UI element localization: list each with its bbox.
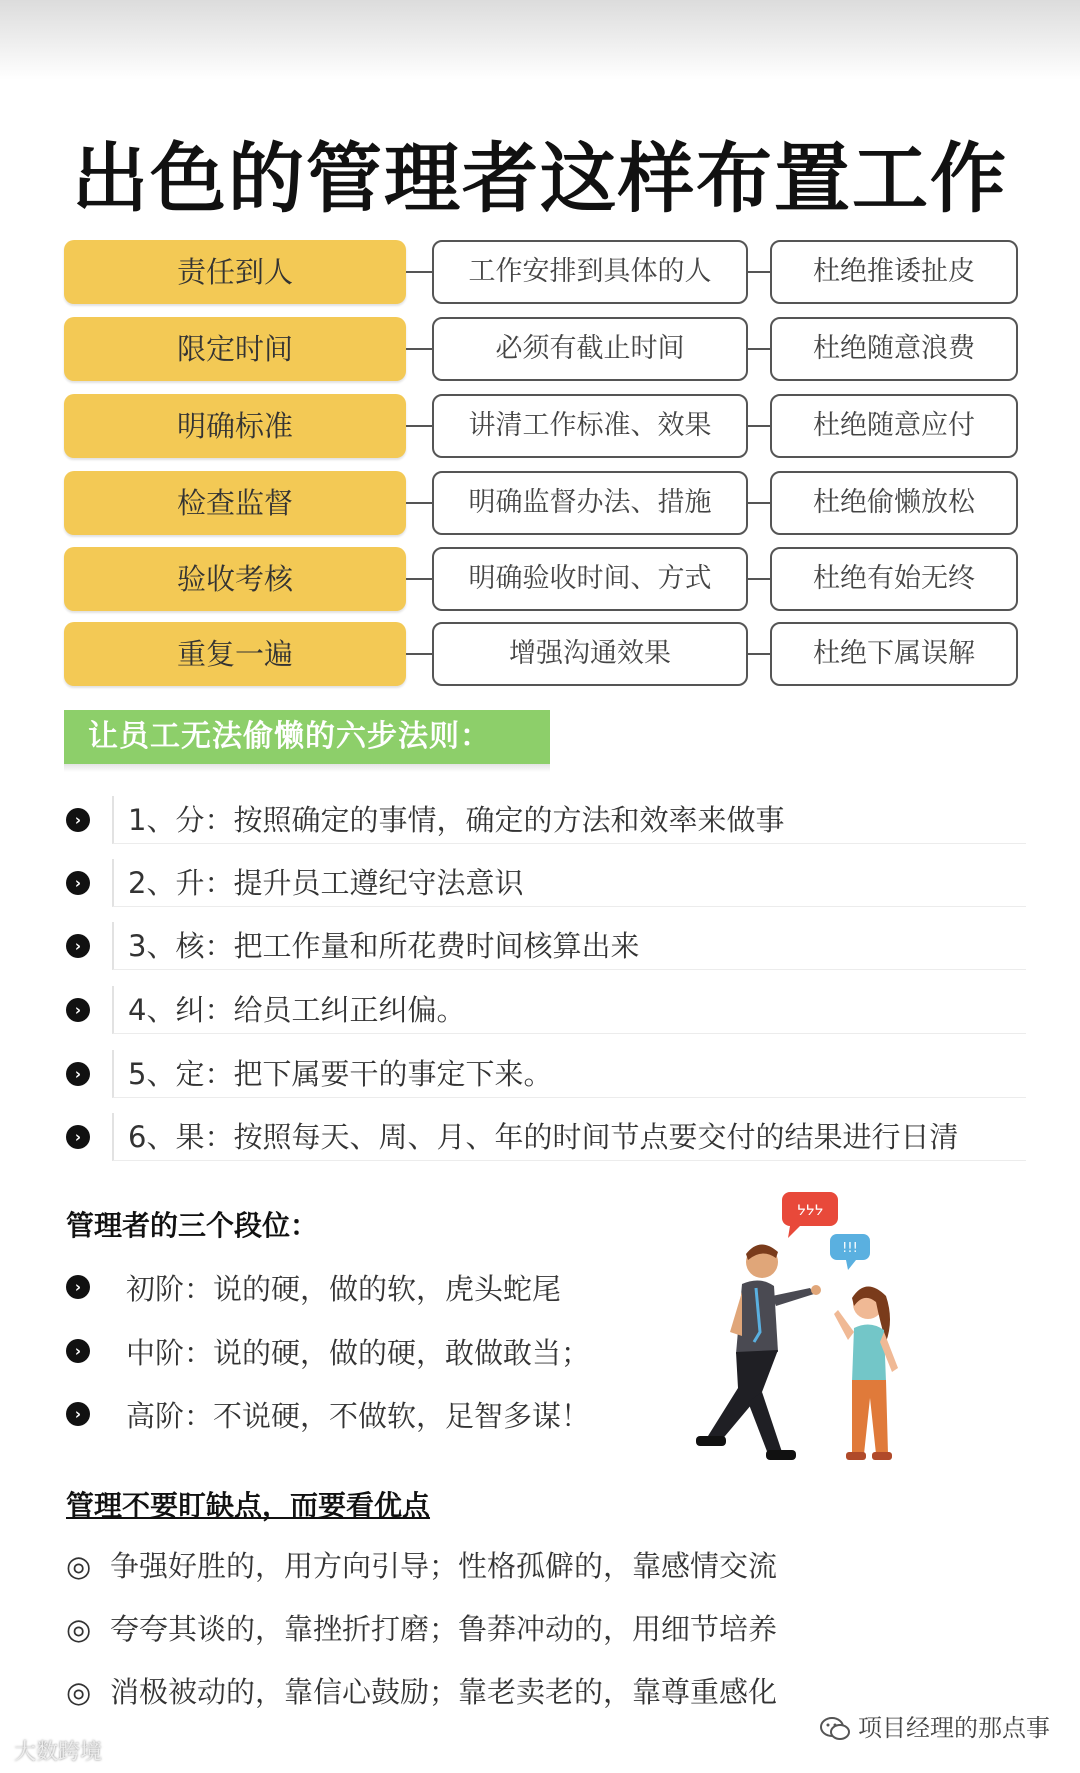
step-text: 1、分：按照确定的事情，确定的方法和效率来做事 [112,796,1026,844]
step-item [0,859,1080,909]
connector [746,348,770,350]
chevron-right-icon: › [66,871,90,895]
chevron-right-icon: › [66,1125,90,1149]
chevron-right-icon: › [66,1402,90,1426]
circle-marker-icon: ◎ [66,1549,92,1583]
strength-text: 夸夸其谈的，靠挫折打磨；鲁莽冲动的，用细节培养 [110,1612,778,1646]
principle-key: 责任到人 [64,240,406,304]
circle-marker-icon: ◎ [66,1612,92,1646]
watermark-left [14,1735,102,1766]
principle-action: 明确验收时间、方式 [432,547,748,611]
connector [746,502,770,504]
level-item [0,1327,640,1377]
connector [406,578,432,580]
principle-action: 工作安排到具体的人 [432,240,748,304]
connector [406,271,432,273]
principle-result: 杜绝偷懒放松 [770,471,1018,535]
principle-result: 杜绝下属误解 [770,622,1018,686]
step-item [0,1050,1080,1100]
step-item [0,922,1080,972]
chevron-right-icon: › [66,1339,90,1363]
principle-result: 杜绝随意应付 [770,394,1018,458]
principle-key: 限定时间 [64,317,406,381]
principle-result: 杜绝随意浪费 [770,317,1018,381]
step-text: 3、核：把工作量和所花费时间核算出来 [112,922,1026,970]
chevron-right-icon: › [66,934,90,958]
principle-row [0,471,1080,535]
woman-shirt [852,1324,886,1382]
strengths-heading: 管理不要盯缺点，而要看优点 [66,1489,431,1522]
principle-row [0,622,1080,686]
principle-result: 杜绝推诿扯皮 [770,240,1018,304]
levels-heading: 管理者的三个段位： [66,1209,319,1242]
level-text: 中阶：说的硬，做的硬，敢做敢当； [126,1336,591,1370]
principle-key: 明确标准 [64,394,406,458]
principle-row [0,240,1080,304]
connector [406,502,432,504]
principle-result: 杜绝有始无终 [770,547,1018,611]
wechat-icon [820,1716,850,1742]
step-item [0,986,1080,1036]
connector [406,653,432,655]
step-text: 6、果：按照每天、周、月、年的时间节点要交付的结果进行日清 [112,1113,1026,1161]
principle-action: 明确监督办法、措施 [432,471,748,535]
chevron-right-icon: › [66,808,90,832]
connector [406,348,432,350]
connector [406,425,432,427]
connector [746,578,770,580]
heading-shadow [64,764,550,772]
principle-key: 重复一遍 [64,622,406,686]
principle-key: 检查监督 [64,471,406,535]
page-title: 出色的管理者这样布置工作 [72,134,1008,223]
strength-text: 消极被动的，靠信心鼓励；靠老卖老的，靠尊重感化 [110,1675,778,1709]
strength-item [66,1607,777,1648]
principle-action: 讲清工作标准、效果 [432,394,748,458]
principle-key: 验收考核 [64,547,406,611]
strength-item [66,1670,777,1711]
level-item [0,1390,640,1440]
step-item [0,1113,1080,1163]
principle-action: 必须有截止时间 [432,317,748,381]
step-item [0,796,1080,846]
strength-text: 争强好胜的，用方向引导；性格孤僻的，靠感情交流 [110,1549,778,1583]
strength-item [66,1544,777,1585]
chevron-right-icon: › [66,1062,90,1086]
step-text: 5、定：把下属要干的事定下来。 [112,1050,1026,1098]
step-text: 2、升：提升员工遵纪守法意识 [112,859,1026,907]
top-fade [0,0,1080,80]
woman-pants [852,1380,888,1454]
watermark-text: 大数跨境 [14,1740,103,1765]
connector [746,653,770,655]
six-steps-heading: 让员工无法偷懒的六步法则： [64,710,550,764]
connector [746,425,770,427]
wechat-source [820,1708,1050,1743]
principle-action: 增强沟通效果 [432,622,748,686]
account-name: 项目经理的那点事 [858,1714,1050,1742]
connector [746,271,770,273]
chevron-right-icon: › [66,998,90,1022]
bubble1-text: ᔭᔭᔭ [796,1203,824,1219]
circle-marker-icon: ◎ [66,1675,92,1709]
chevron-right-icon: › [66,1275,90,1299]
principle-row [0,547,1080,611]
level-text: 高阶：不说硬，不做软，足智多谋！ [126,1399,591,1433]
level-item [0,1263,640,1313]
principle-row [0,317,1080,381]
conversation-illustration [650,1192,950,1482]
level-text: 初阶：说的硬，做的软，虎头蛇尾 [126,1272,562,1306]
bubble2-text: !!! [842,1241,858,1256]
principle-row [0,394,1080,458]
step-text: 4、纠：给员工纠正纠偏。 [112,986,1026,1034]
